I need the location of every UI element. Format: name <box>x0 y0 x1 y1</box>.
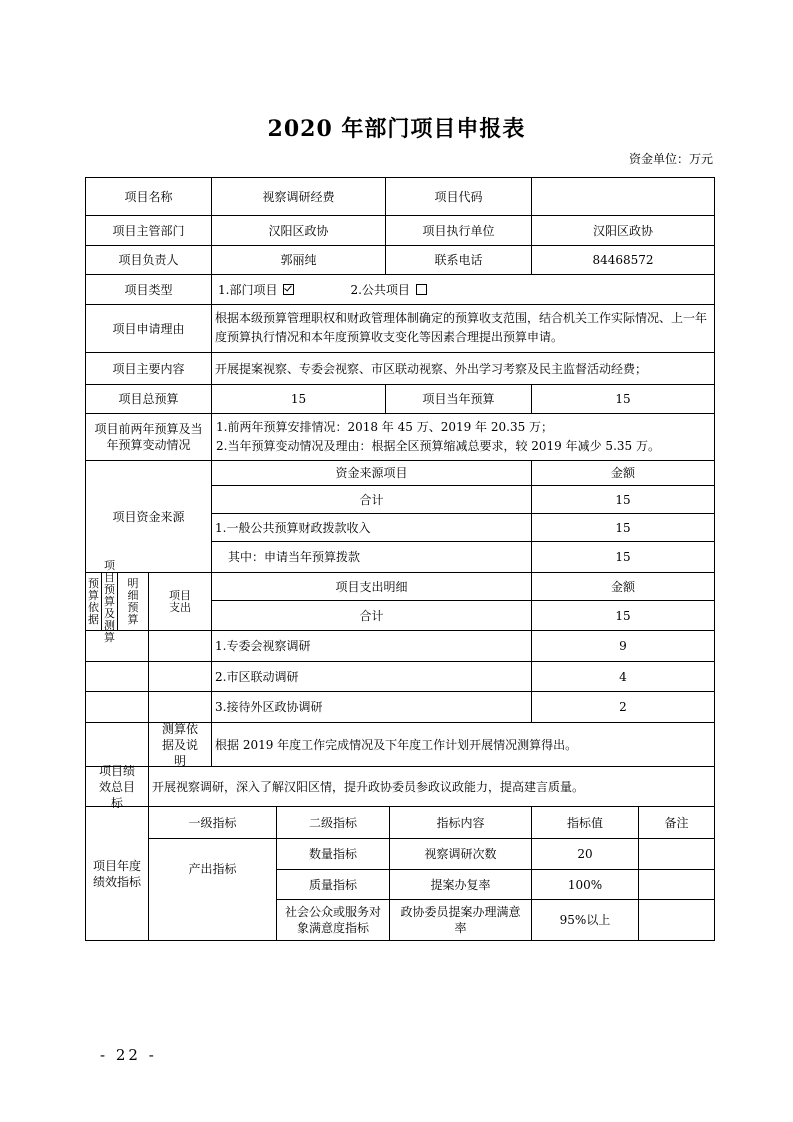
phone-label: 联系电话 <box>434 253 483 267</box>
prev-budget-text <box>216 418 712 456</box>
perf-content: 视察调研次数 <box>424 847 497 861</box>
vertical-label-cell <box>86 573 101 630</box>
content-value: 开展提案视察、专委会视察、市区联动视察、外出学习考察及民主监督活动经费； <box>215 361 648 376</box>
vertical-label-cell <box>149 573 211 630</box>
vertical-label-expense: 项目支出 <box>169 588 191 614</box>
total-budget-value: 15 <box>290 392 307 406</box>
type-label: 项目类型 <box>124 282 173 297</box>
perf-content: 政协委员提案办理满意率 <box>400 905 521 935</box>
perf-header: 指标内容 <box>436 815 485 830</box>
funding-row-item: 其中：申请当年预算拨款 <box>228 550 361 564</box>
perf-label: 项目年度绩效指标 <box>92 858 141 889</box>
type-option-dept: 1.部门项目 <box>218 282 278 297</box>
leader-label: 项目负责人 <box>118 253 179 267</box>
perf-note <box>639 870 714 899</box>
fund-unit: 资金单位：万元 <box>628 152 713 166</box>
project-name-value: 视察调研经费 <box>262 189 335 204</box>
type-option-public: 2.公共项目 <box>350 282 410 297</box>
funding-row-amount: 15 <box>615 520 631 535</box>
total-budget-label: 项目总预算 <box>118 392 179 406</box>
dept-value: 汉阳区政协 <box>268 223 329 238</box>
content-label: 项目主要内容 <box>112 361 185 376</box>
leader-value: 郭丽纯 <box>280 253 317 267</box>
vertical-label-cell <box>102 558 117 644</box>
goal-value: 开展视察调研，深入了解汉阳区情，提升政协委员参政议政能力，提高建言质量。 <box>152 779 585 794</box>
expense-row-item: 1.专委会视察调研 <box>215 639 311 653</box>
perf-value: 100% <box>567 877 603 892</box>
perf-level2: 质量指标 <box>308 877 357 892</box>
expense-col-amount: 金额 <box>610 579 635 594</box>
type-options <box>212 275 714 304</box>
prev-budget-line-2: 2.当年预算变动情况及理由：根据全区预算缩减总要求，较 2019 年减少 5.35 万。 <box>216 439 660 453</box>
exec-unit-value: 汉阳区政协 <box>592 223 653 238</box>
current-budget-value: 15 <box>615 392 631 406</box>
vertical-label-calc: 项目预算及测算 <box>104 558 115 644</box>
perf-header: 备注 <box>664 815 689 830</box>
perf-note <box>639 839 714 869</box>
exec-unit-label: 项目执行单位 <box>422 223 495 238</box>
checkbox-empty-icon[interactable] <box>416 284 427 295</box>
expense-total-value: 15 <box>615 608 631 623</box>
project-code-value <box>532 178 714 215</box>
expense-col-item: 项目支出明细 <box>335 579 408 594</box>
funding-label: 项目资金来源 <box>112 509 185 524</box>
expense-row-amount: 9 <box>619 639 627 653</box>
current-budget-label: 项目当年预算 <box>422 392 495 406</box>
funding-row-item: 合计 <box>359 492 384 507</box>
expense-row-item: 2.市区联动调研 <box>215 669 299 684</box>
prev-budget-line-1: 1.前两年预算安排情况：2018 年 45 万、2019 年 20.35 万； <box>216 420 554 434</box>
vertical-label-detail: 明细预算 <box>127 576 139 626</box>
dept-label: 项目主管部门 <box>112 223 185 238</box>
page-number: - 22 - <box>100 1046 157 1064</box>
basis-label: 测算依据及说明 <box>161 721 198 768</box>
perf-level1: 产出指标 <box>188 862 237 876</box>
perf-value: 20 <box>577 847 593 861</box>
funding-row-amount: 15 <box>615 492 631 507</box>
basis-value: 根据 2019 年度工作完成情况及下年度工作计划开展情况测算得出。 <box>215 737 578 752</box>
funding-row-item: 1.一般公共预算财政拨款收入 <box>215 520 371 535</box>
expense-row-amount: 4 <box>619 669 627 684</box>
project-code-label: 项目代码 <box>434 189 483 204</box>
funding-col-amount: 金额 <box>610 466 635 480</box>
perf-level2: 数量指标 <box>308 847 357 861</box>
phone-value: 84468572 <box>592 253 654 267</box>
project-name-label: 项目名称 <box>124 189 173 204</box>
reason-value: 根据本级预算管理职权和财政管理体制确定的预算收支范围，结合机关工作实际情况、上一年度预算执行情况和本年度预算收支变化等因素合理提出预算申请。 <box>215 311 708 344</box>
reason-label: 项目申请理由 <box>112 321 185 336</box>
vertical-label-cell <box>118 573 148 630</box>
expense-row-item: 3.接待外区政协调研 <box>215 700 323 714</box>
perf-header: 指标值 <box>566 815 603 830</box>
perf-content: 提案办复率 <box>430 877 491 892</box>
funding-col-item: 资金来源项目 <box>335 466 408 480</box>
perf-header: 一级指标 <box>188 815 237 830</box>
funding-row-amount: 15 <box>615 550 631 564</box>
expense-total-label: 合计 <box>359 608 384 623</box>
perf-header: 二级指标 <box>308 815 357 830</box>
perf-value: 95%以上 <box>559 913 611 927</box>
perf-level2: 社会公众或服务对象满意度指标 <box>284 905 381 935</box>
prev-budget-label: 项目前两年预算及当年预算变动情况 <box>94 422 203 452</box>
perf-note <box>639 900 714 940</box>
page-title: 2020 年部门项目申报表 <box>267 116 526 142</box>
vertical-label-basis: 预算依据 <box>88 576 99 626</box>
checkbox-checked-icon[interactable] <box>283 284 294 295</box>
expense-row-amount: 2 <box>619 700 627 714</box>
goal-label: 项目绩效总目标 <box>98 763 135 810</box>
